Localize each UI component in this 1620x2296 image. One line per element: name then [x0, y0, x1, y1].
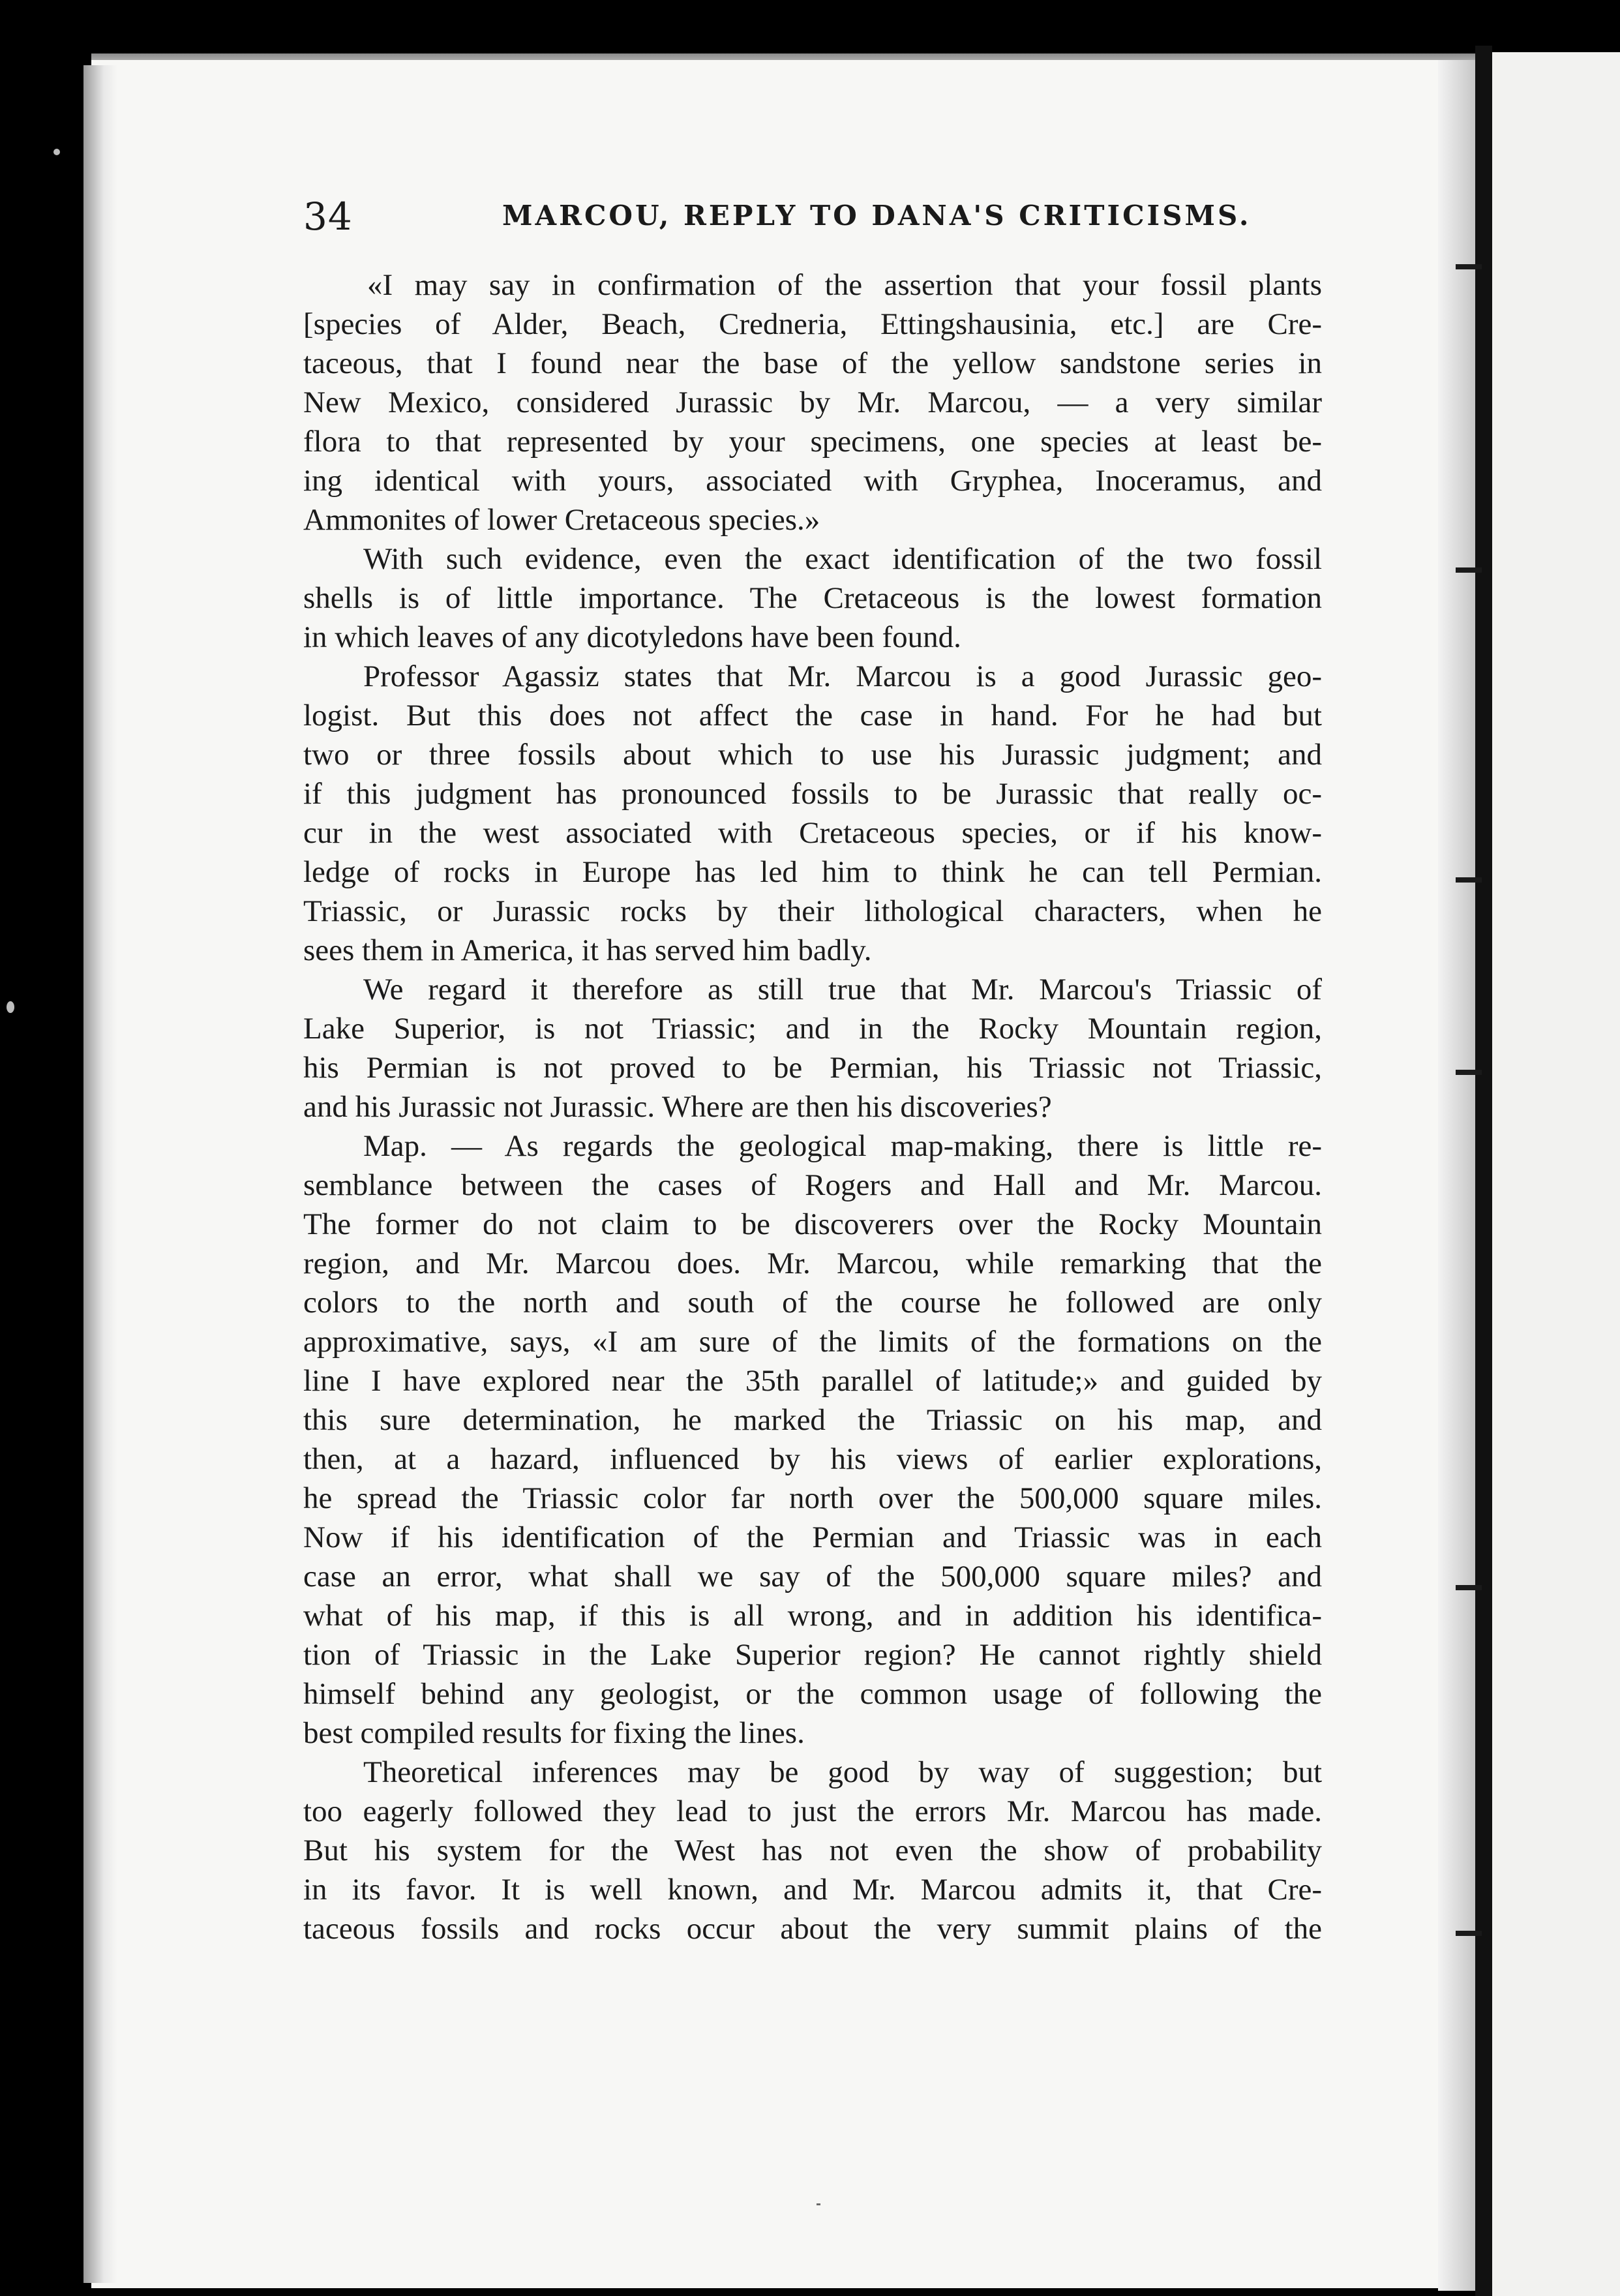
text-line: region, and Mr. Marcou does. Mr. Marcou, while remarking that the — [303, 1246, 1322, 1280]
gutter-mark — [1456, 877, 1482, 883]
text-line: then, at a hazard, influenced by his views of earlier explorations, — [303, 1442, 1322, 1476]
book-gutter — [1475, 46, 1492, 2296]
text-line: in which leaves of any dicotyledons have been found. — [303, 620, 961, 654]
text-line: New Mexico, considered Jurassic by Mr. Marcou, — a very similar — [303, 385, 1322, 419]
text-line: he spread the Triassic color far north over the 500,000 square miles. — [303, 1481, 1322, 1515]
text-line: himself behind any geologist, or the common usage of following the — [303, 1677, 1322, 1711]
text-line: But his system for the West has not even the show of probability — [303, 1834, 1322, 1867]
text-line: best compiled results for fixing the lines. — [303, 1716, 805, 1750]
page-number: 34 — [303, 194, 353, 239]
gutter-mark — [1456, 1070, 1482, 1075]
running-head: MARCOU, REPLY TO DANA'S CRITICISMS. — [502, 200, 1252, 232]
text-line: ing identical with yours, associated with Gryphea, Inoceramus, and — [303, 464, 1322, 498]
text-line: flora to that represented by your specimens, one species at least be- — [303, 425, 1322, 459]
text-line: Theoretical inferences may be good by way of suggestion; but — [363, 1755, 1322, 1789]
text-line: and his Jurassic not Jurassic. Where are then his discoveries? — [303, 1090, 1052, 1124]
scan-speck — [7, 1001, 14, 1013]
scan-mark — [817, 2203, 820, 2205]
text-line: Triassic, or Jurassic rocks by their lithological characters, when he — [303, 894, 1322, 928]
text-line: Lake Superior, is not Triassic; and in the Rocky Mountain region, — [303, 1012, 1322, 1046]
body-text — [303, 265, 1322, 1948]
page-left-edge — [83, 65, 117, 2283]
text-line: The former do not claim to be discoverers over the Rocky Mountain — [303, 1207, 1322, 1241]
text-line: this sure determination, he marked the Triassic on his map, and — [303, 1403, 1322, 1437]
text-line: his Permian is not proved to be Permian, his Triassic not Triassic, — [303, 1051, 1322, 1085]
text-line: Now if his identification of the Permian and Triassic was in each — [303, 1520, 1322, 1554]
text-line: in its favor. It is well known, and Mr. Marcou admits it, that Cre- — [303, 1873, 1322, 1907]
text-line: cur in the west associated with Cretaceous species, or if his know- — [303, 816, 1322, 850]
text-line: Professor Agassiz states that Mr. Marcou is a good Jurassic geo- — [363, 659, 1322, 693]
text-line: shells is of little importance. The Cretaceous is the lowest formation — [303, 581, 1322, 615]
text-line: logist. But this does not affect the case in hand. For he had but — [303, 699, 1322, 733]
text-line: two or three fossils about which to use his Jurassic judgment; and — [303, 738, 1322, 772]
text-line: approximative, says, «I am sure of the limits of the formations on the — [303, 1325, 1322, 1359]
text-line: semblance between the cases of Rogers and Hall and Mr. Marcou. — [303, 1168, 1322, 1202]
text-line: colors to the north and south of the course he followed are only — [303, 1286, 1322, 1320]
text-line: ledge of rocks in Europe has led him to think he can tell Permian. — [303, 855, 1322, 889]
text-line: Ammonites of lower Cretaceous species.» — [303, 503, 820, 537]
text-line: if this judgment has pronounced fossils to be Jurassic that really oc- — [303, 777, 1322, 811]
text-line: tion of Triassic in the Lake Superior region? He cannot rightly shield — [303, 1638, 1322, 1672]
gutter-mark — [1456, 567, 1482, 573]
gutter-mark — [1456, 264, 1482, 269]
text-line: sees them in America, it has served him badly. — [303, 933, 872, 967]
text-line: We regard it therefore as still true that Mr. Marcou's Triassic of — [363, 973, 1322, 1006]
text-line: taceous, that I found near the base of the yellow sandstone series in — [303, 346, 1322, 380]
gutter-mark — [1456, 1585, 1482, 1590]
text-line: [species of Alder, Beach, Credneria, Ettingshausinia, etc.] are Cre- — [303, 307, 1322, 341]
scan-speck — [53, 149, 60, 155]
text-line: what of his map, if this is all wrong, and in addition his identifica- — [303, 1599, 1322, 1633]
page-header — [303, 194, 1327, 240]
text-line: line I have explored near the 35th parallel of latitude;» and guided by — [303, 1364, 1322, 1398]
text-line: «I may say in confirmation of the assertion that your fossil plants — [367, 268, 1322, 302]
text-line: too eagerly followed they lead to just the errors Mr. Marcou has made. — [303, 1794, 1322, 1828]
facing-page-strip — [1492, 52, 1620, 2296]
text-line: With such evidence, even the exact identification of the two fossil — [363, 542, 1322, 576]
text-line: taceous fossils and rocks occur about the very summit plains of the — [303, 1912, 1322, 1946]
text-line: Map. — As regards the geological map-making, there is little re- — [363, 1129, 1322, 1163]
text-line: case an error, what shall we say of the 500,000 square miles? and — [303, 1560, 1322, 1594]
gutter-mark — [1456, 1931, 1482, 1936]
